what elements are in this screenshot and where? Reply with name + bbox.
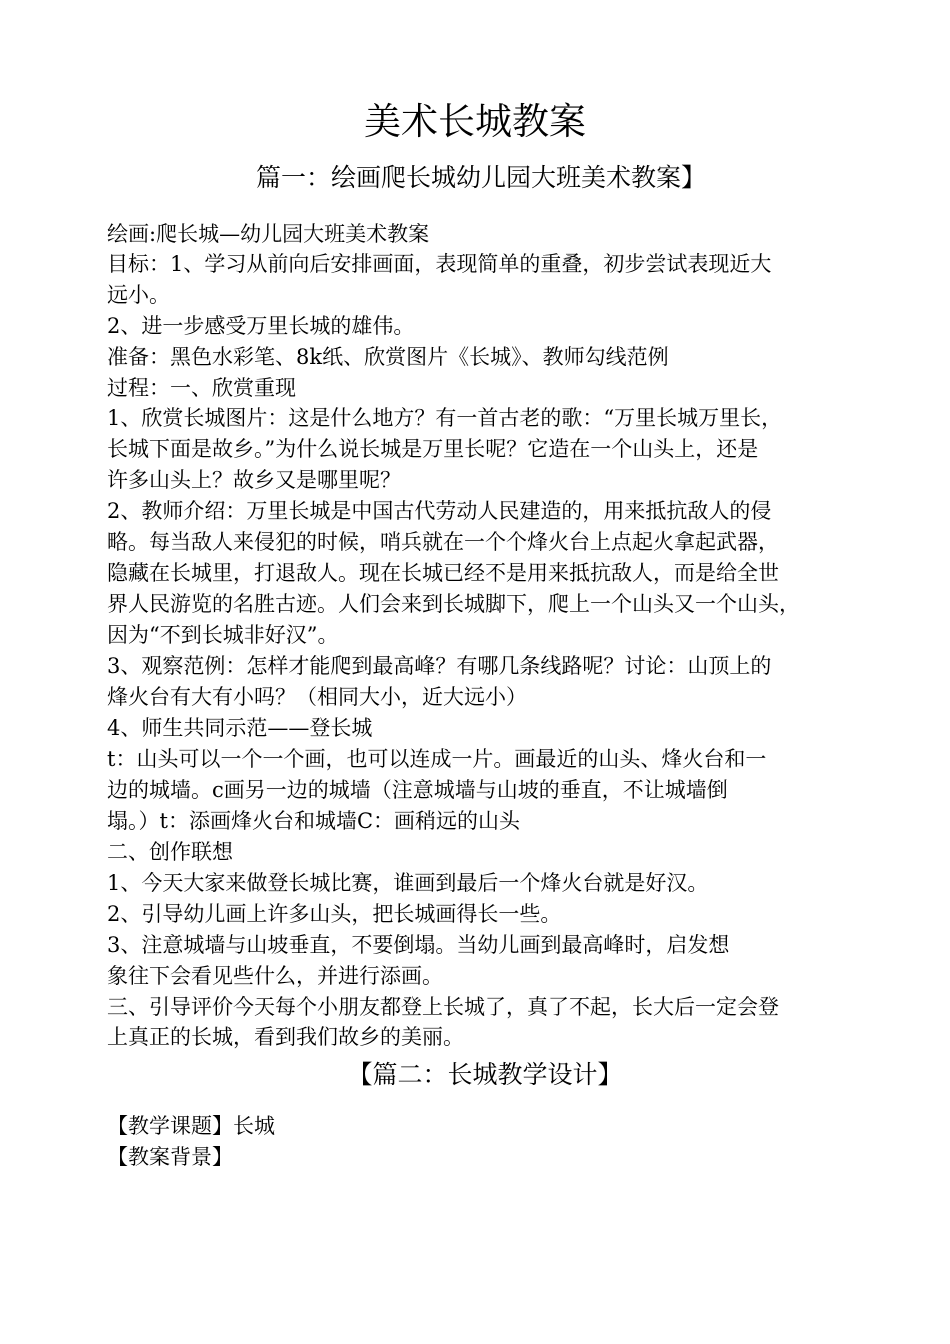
- body-line: 象往下会看见些什么，并进行添画。: [107, 964, 443, 988]
- body-line: 绘画:爬长城—幼儿园大班美术教案: [107, 222, 430, 246]
- body-line: 塌。）t：添画烽火台和城墙C：画稍远的山头: [107, 809, 521, 833]
- body-line: t：山头可以一个一个画，也可以连成一片。画最近的山头、烽火台和一: [107, 747, 767, 771]
- body-line: 3、注意城墙与山坡垂直，不要倒塌。当幼儿画到最高峰时，启发想: [107, 933, 730, 957]
- body-line: 远小。: [107, 283, 170, 307]
- body-line: 2、引导幼儿画上许多山头，把长城画得长一些。: [107, 902, 562, 926]
- body-line: 边的城墙。c画另一边的城墙（注意城墙与山坡的垂直，不让城墙倒: [107, 778, 728, 802]
- body-line: 隐藏在长城里，打退敌人。现在长城已经不是用来抵抗敌人，而是给全世: [107, 561, 779, 585]
- body-line: 目标：1、学习从前向后安排画面，表现简单的重叠，初步尝试表现近大: [107, 252, 772, 276]
- body-line: 烽火台有大有小吗？（相同大小，近大远小）: [107, 685, 527, 709]
- section-2-heading: 【篇二：长城教学设计】: [347, 1060, 623, 1089]
- body-line: 三、引导评价今天每个小朋友都登上长城了，真了不起，长大后一定会登: [107, 995, 779, 1019]
- body-line: 2、进一步感受万里长城的雄伟。: [107, 314, 415, 338]
- body-line: 长城下面是故乡。”为什么说长城是万里长呢？它造在一个山头上，还是: [107, 437, 759, 461]
- body-line: 因为“不到长城非好汉”。: [107, 623, 339, 647]
- body-line: 4、师生共同示范——登长城: [107, 716, 373, 740]
- body-line: 1、欣赏长城图片：这是什么地方？有一首古老的歌：“万里长城万里长，: [107, 406, 783, 430]
- body-line: 【教学课题】长城: [107, 1114, 275, 1138]
- body-line: 准备：黑色水彩笔、8k纸、欣赏图片《长城》、教师勾线范例: [107, 345, 669, 369]
- body-line: 1、今天大家来做登长城比赛，谁画到最后一个烽火台就是好汉。: [107, 871, 709, 895]
- body-line: 二、创作联想: [107, 840, 233, 864]
- body-line: 【教案背景】: [107, 1145, 233, 1169]
- body-line: 界人民游览的名胜古迹。人们会来到长城脚下，爬上一个山头又一个山头，: [107, 592, 800, 616]
- body-line: 略。每当敌人来侵犯的时候，哨兵就在一个个烽火台上点起火拿起武器，: [107, 530, 779, 554]
- body-line: 上真正的长城，看到我们故乡的美丽。: [107, 1025, 464, 1049]
- section-1-heading: 篇一：绘画爬长城幼儿园大班美术教案】: [255, 163, 706, 192]
- document-title: 美术长城教案: [364, 100, 586, 143]
- body-line: 过程：一、欣赏重现: [107, 376, 296, 400]
- body-line: 许多山头上？故乡又是哪里呢？: [107, 468, 401, 492]
- body-line: 2、教师介绍：万里长城是中国古代劳动人民建造的，用来抵抗敌人的侵: [107, 499, 772, 523]
- body-line: 3、观察范例：怎样才能爬到最高峰？有哪几条线路呢？讨论：山顶上的: [107, 654, 772, 678]
